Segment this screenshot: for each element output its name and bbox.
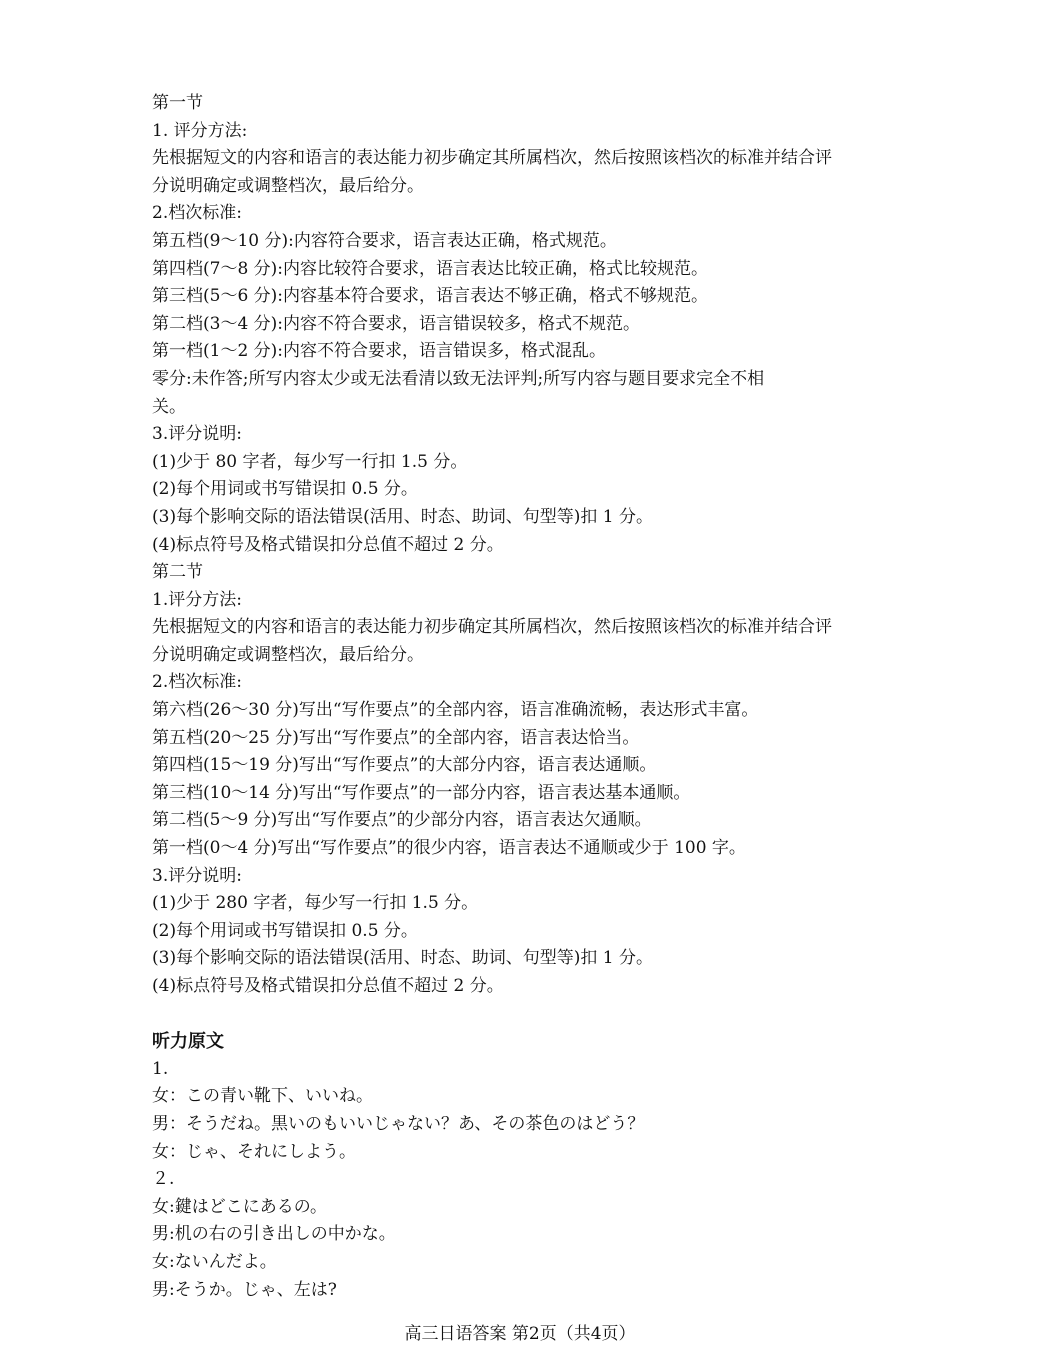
text-line: ２.	[152, 1169, 175, 1190]
text-line: 第一档(1～2 分):内容不符合要求，语言错误多，格式混乱。	[152, 341, 607, 362]
text-line: 女:ないんだよ。	[152, 1251, 277, 1272]
text-line: (4)标点符号及格式错误扣分总值不超过 2 分。	[152, 976, 504, 996]
text-line: 第三档(10～14 分)写出“写作要点”的一部分内容，语言表达基本通顺。	[152, 782, 691, 803]
text-line: 第二节	[152, 562, 203, 583]
text-line: 分说明确定或调整档次，最后给分。	[152, 644, 424, 665]
text-line: 先根据短文的内容和语言的表达能力初步确定其所属档次，然后按照该档次的标准并结合评	[152, 148, 832, 169]
text-line: 先根据短文的内容和语言的表达能力初步确定其所属档次，然后按照该档次的标准并结合评	[152, 617, 832, 638]
text-line: 1.	[152, 1058, 169, 1079]
text-line: 关。	[152, 396, 186, 417]
text-line: (2)每个用词或书写错误扣 0.5 分。	[152, 920, 418, 941]
text-line: (2)每个用词或书写错误扣 0.5 分。	[152, 479, 418, 500]
text-line: 第四档(15～19 分)写出“写作要点”的大部分内容，语言表达通顺。	[152, 755, 657, 776]
text-line: 1.评分方法:	[152, 589, 242, 610]
text-line: 3.评分说明:	[152, 865, 242, 886]
text-line: 第三档(5～6 分):内容基本符合要求，语言表达不够正确，格式不够规范。	[152, 286, 709, 307]
text-line: 第六档(26～30 分)写出“写作要点”的全部内容，语言准确流畅，表达形式丰富。	[152, 700, 759, 721]
text-line: 分说明确定或调整档次，最后给分。	[152, 175, 424, 196]
text-line: (1)少于 80 字者，每少写一行扣 1.5 分。	[152, 451, 468, 472]
text-line: 女：じゃ、それにしよう。	[152, 1141, 356, 1162]
text-line: 第一档(0～4 分)写出“写作要点”的很少内容，语言表达不通顺或少于 100 字。	[152, 838, 746, 859]
text-line: (3)每个影响交际的语法错误(活用、时态、助词、句型等)扣 1 分。	[152, 948, 653, 969]
text-line: (1)少于 280 字者，每少写一行扣 1.5 分。	[152, 893, 479, 914]
text-line: 零分:未作答;所写内容太少或无法看清以致无法评判;所写内容与题目要求完全不相	[152, 368, 765, 389]
section-heading: 听力原文	[152, 1031, 224, 1053]
document-body	[152, 90, 912, 1304]
blank-line	[152, 1001, 912, 1029]
text-line: 男：そうだね。黒いのもいいじゃない？あ、その茶色のはどう？	[152, 1113, 645, 1134]
text-line: 第五档(20～25 分)写出“写作要点”的全部内容，语言表达恰当。	[152, 727, 640, 748]
text-line: 女:鍵はどこにあるの。	[152, 1196, 328, 1217]
text-line: 第四档(7～8 分):内容比较符合要求，语言表达比较正确，格式比较规范。	[152, 258, 709, 279]
text-line: 男:そうか。じゃ、左は?	[152, 1279, 337, 1300]
text-line: 2.档次标准:	[152, 672, 242, 693]
text-line: 男:机の右の引き出しの中かな。	[152, 1224, 396, 1245]
text-line: 1. 评分方法:	[152, 120, 248, 141]
text-line: 第五档(9～10 分):内容符合要求，语言表达正确，格式规范。	[152, 230, 617, 251]
text-line: 第二档(3～4 分):内容不符合要求，语言错误较多，格式不规范。	[152, 313, 641, 334]
page-footer: 高三日语答案 第2页（共4页）	[404, 1324, 636, 1344]
text-line: (3)每个影响交际的语法错误(活用、时态、助词、句型等)扣 1 分。	[152, 506, 653, 527]
text-line: 第二档(5～9 分)写出“写作要点”的少部分内容，语言表达欠通顺。	[152, 810, 652, 831]
text-line: (4)标点符号及格式错误扣分总值不超过 2 分。	[152, 534, 504, 555]
text-line: 2.档次标准:	[152, 203, 242, 224]
text-line: 第一节	[152, 93, 203, 113]
text-line: 女：この青い靴下、いいね。	[152, 1086, 373, 1107]
text-line: 3.评分说明:	[152, 424, 242, 445]
